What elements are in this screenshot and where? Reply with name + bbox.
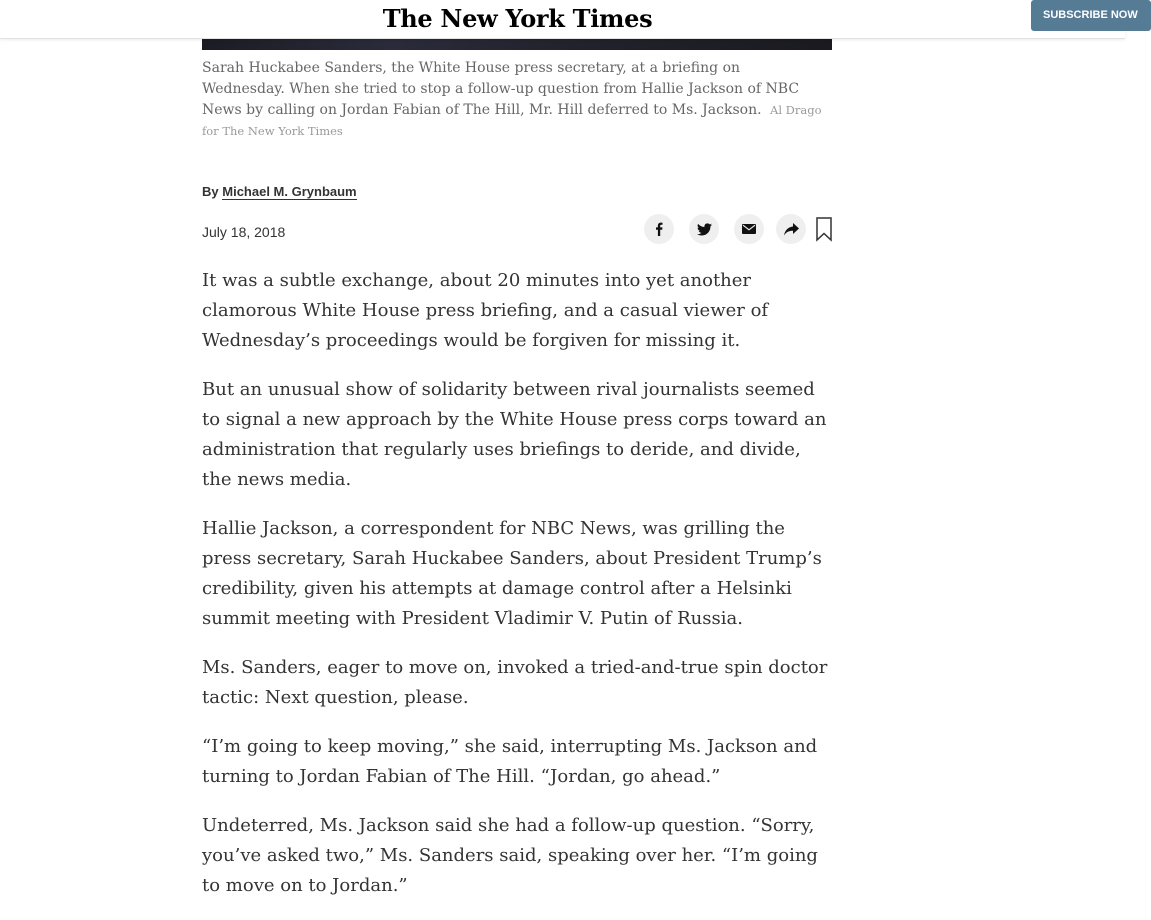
article-paragraph: Hallie Jackson, a correspondent for NBC News, was grilling the press secretary, Sarah Huckabee Sanders, about President Trump’s credibility, given his attempts at damage control after a Helsinki summit meeting with President Vladimir V. Putin of Russia. — [202, 518, 822, 629]
facebook-icon — [652, 222, 666, 236]
more-share-button[interactable] — [776, 214, 806, 244]
article-paragraph: Undeterred, Ms. Jackson said she had a follow-up question. “Sorry, you’ve asked two,” Ms. Sanders said, speaking over her. “I’m going to move on to Jordan.” — [202, 815, 818, 896]
article-paragraph: But an unusual show of solidarity between rival journalists seemed to signal a new approach by the White House press corps toward an administration that regularly uses briefings to deride, and divide, the news media. — [202, 379, 827, 490]
subscribe-button[interactable]: SUBSCRIBE NOW — [1031, 0, 1151, 31]
article-body — [202, 266, 832, 920]
facebook-share-button[interactable] — [644, 214, 674, 244]
article-paragraph: Ms. Sanders, eager to move on, invoked a tried-and-true spin doctor tactic: Next question, please. — [202, 657, 828, 708]
top-bar — [0, 0, 1138, 39]
twitter-icon — [697, 223, 712, 236]
email-icon — [742, 224, 756, 234]
author-link[interactable]: Michael M. Grynbaum — [222, 184, 357, 199]
twitter-share-button[interactable] — [689, 214, 719, 244]
email-share-button[interactable] — [734, 214, 764, 244]
share-icon — [784, 223, 799, 236]
bookmark-icon[interactable] — [816, 217, 832, 241]
nyt-logo[interactable]: The New York Times — [382, 4, 653, 33]
article-paragraph: “I’m going to keep moving,” she said, interrupting Ms. Jackson and turning to Jordan Fabian of The Hill. “Jordan, go ahead.” — [202, 736, 818, 787]
byline — [202, 184, 357, 199]
photo-caption — [202, 58, 822, 142]
article-paragraph: It was a subtle exchange, about 20 minutes into yet another clamorous White House press briefing, and a casual viewer of Wednesday’s proceedings would be forgiven for missing it. — [202, 270, 769, 351]
caption-text: Sarah Huckabee Sanders, the White House press secretary, at a briefing on Wednesday. When she tried to stop a follow-up question from Hallie Jackson of NBC News by calling on Jordan Fabian of The Hill, Mr. Hill deferred to Ms. Jackson. — [202, 60, 800, 118]
publish-date: July 18, 2018 — [202, 224, 286, 240]
photo-credit: Al Drago for The New York Times — [202, 103, 822, 138]
byline-prefix: By — [202, 184, 219, 199]
